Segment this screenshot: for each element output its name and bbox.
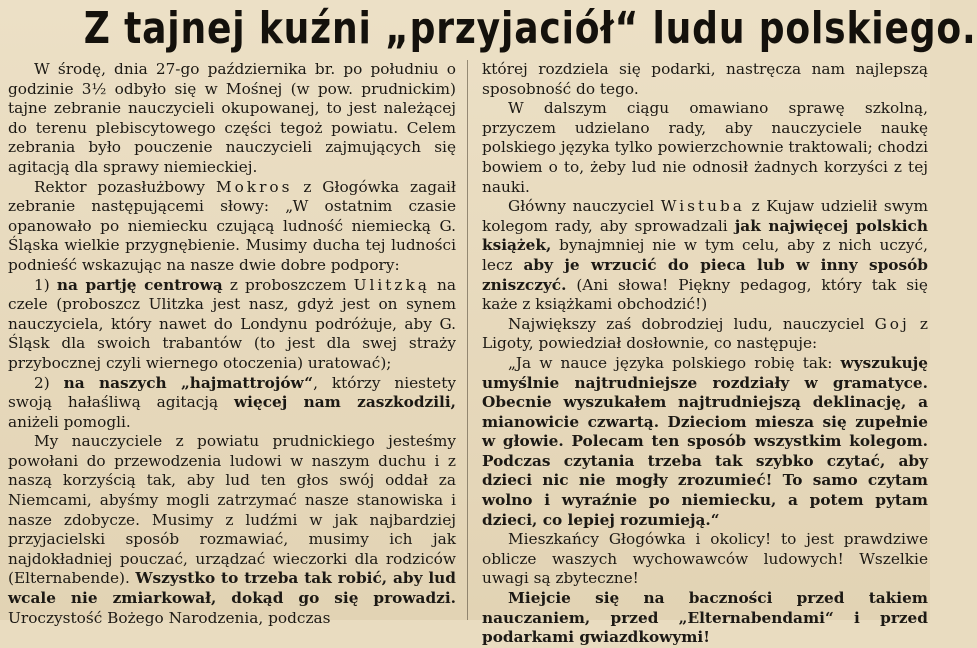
left-column <box>8 60 456 627</box>
paragraph-r4: Największy zaś dobrodziej ludu, nauczyciel Goj z Ligoty, powiedział dosłownie, co następuje: <box>482 314 928 353</box>
paragraph-l4: 2) na naszych „hajmattrojów“, którzy niestety swoją hałaśliwą agitacją więcej nam zaszkodzili, aniżeli pomogli. <box>8 373 456 431</box>
paragraph-r7: Miejcie się na baczności przed takiem nauczaniem, przed „Elternabendami“ i przed podarkami gwiazdkowymi! <box>482 589 928 647</box>
right-column <box>482 60 928 647</box>
paragraph-l3: 1) na partję centrową z proboszczem Ulitzką na czele (proboszcz Ulitzka jest nasz, gdyż jest on synem nauczyciela, który nawet do Londynu podróżuje, aby G. Śląsk dla swoich trabantów (to jest dla swej straży przybocznej czyli wiernego otoczenia) uratować); <box>8 275 456 372</box>
column-divider <box>467 60 468 620</box>
paragraph-l2: Rektor pozasłużbowy Mokros z Głogówka zagaił zebranie następującemi słowy: „W ostatnim czasie opanowało po niemiecku czującą ludność niemiecką G. Śląska wielkie przygnębienie. Musimy ducha tej ludności podnieść wskazując na nasze dwie dobre podpory: <box>8 177 456 274</box>
paragraph-l5: My nauczyciele z powiatu prudnickiego jesteśmy powołani do przewodzenia ludowi w naszym duchu i z naszą korzyścią tak, aby lud ten głos swój oddał za Niemcami, abyśmy mogli zatrzymać nasze stanowiska i nasze zdobycze. Musimy z ludźmi w jak najbardziej przyjacielski sposób rozmawiać, musimy ich jak najdokładniej pouczać, urządzać wieczorki dla rodziców (Elternabende). Wszystko to trzeba tak robić, aby lud wcale nie zmiarkował, dokąd go się prowadzi. Uroczystość Bożego Narodzenia, podczas <box>8 432 456 627</box>
paragraph-r1: której rozdziela się podarki, nastręcza nam najlepszą sposobność do tego. <box>482 60 928 98</box>
paragraph-r3: Główny nauczyciel Wistuba z Kujaw udzielił swym kolegom rady, aby sprowadzali jak najwięcej polskich książek, bynajmniej nie w tym celu, aby z nich uczyć, lecz aby je wrzucić do pieca lub w inny sposób zniszczyć. (Ani słowa! Piękny pedagog, który tak się każe z książkami obchodzić!) <box>482 197 928 314</box>
paragraph-r2: W dalszym ciągu omawiano sprawę szkolną, przyczem udzielano rady, aby nauczyciele naukę polskiego języka tylko powierzchownie traktowali; chodzi bowiem o to, żeby lud nie odnosił żadnych korzyści z tej nauki. <box>482 99 928 196</box>
paragraph-l1: W środę, dnia 27-go października br. po południu o godzinie 3½ odbyło się w Mośnej (w pow. prudnickim) tajne zebranie nauczycieli okupowanej, to jest należącej do terenu plebiscytowego części tegoż powiatu. Celem zebrania było pouczenie nauczycieli zajmujących się agitacją dla sprawy niemieckiej. <box>8 60 456 176</box>
article-headline: Z tajnej kuźni „przyjaciół“ ludu polskiego. <box>83 3 977 54</box>
paragraph-r6: Mieszkańcy Głogówka i okolicy! to jest prawdziwe oblicze waszych wychowawców ludowych! Wszelkie uwagi są zbyteczne! <box>482 530 928 588</box>
paragraph-r5: „Ja w nauce języka polskiego robię tak: wyszukuję umyślnie najtrudniejsze rozdziały w gramatyce. Obecnie wyszukałem najtrudniejszą deklinację, a mianowicie czwartą. Dzieciom miesza się zupełnie w głowie. Polecam ten sposób wszystkim kolegom. Podczas czytania trzeba tak szybko czytać, aby dzieci nic nie mogły zrozumieć! To samo czytam wolno i wyraźnie po niemiecku, a potem pytam dzieci, co lepiej rozumieją.“ <box>482 353 928 529</box>
